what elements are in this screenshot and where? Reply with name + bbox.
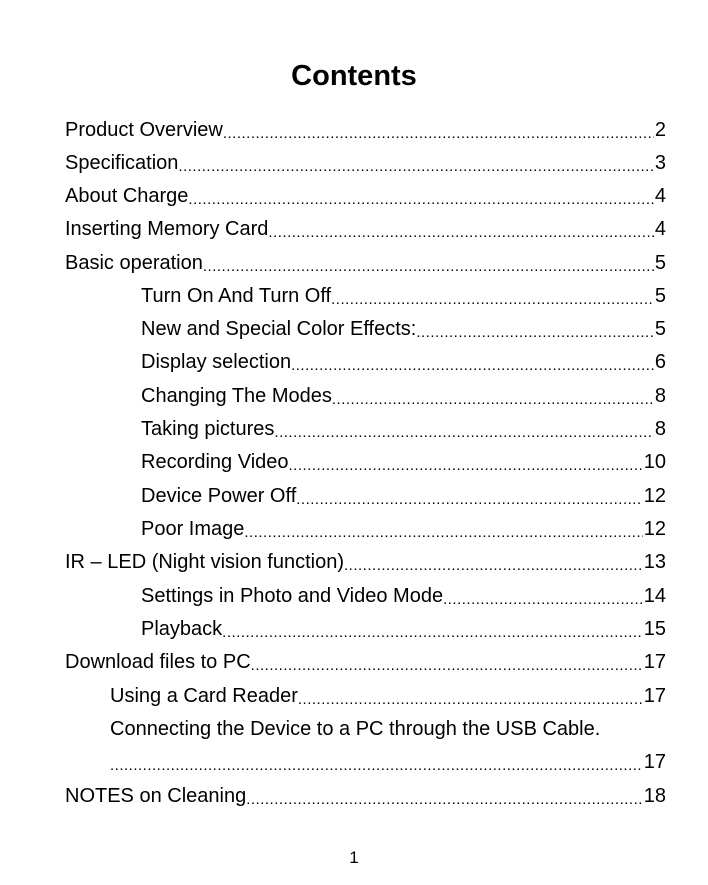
toc-entry-label: Inserting Memory Card	[65, 218, 269, 240]
toc-entry-label: About Charge	[65, 185, 189, 207]
toc-entry-label: Specification	[65, 152, 179, 174]
dot-leader	[203, 253, 654, 275]
toc-entry-label: Playback	[141, 618, 223, 640]
dot-leader	[244, 519, 642, 541]
toc-entry-page: 17	[643, 751, 666, 773]
dot-leader	[274, 419, 653, 441]
toc-entry-page: 12	[643, 518, 666, 540]
toc-entry-label: Device Power Off	[141, 485, 297, 507]
toc-entry-label: New and Special Color Effects:	[141, 318, 417, 340]
toc-entry-label: Product Overview	[65, 119, 223, 141]
dot-leader	[296, 486, 643, 508]
toc-entry-label: Poor Image	[141, 518, 245, 540]
page-number: 1	[349, 848, 359, 867]
toc-entry-ir-led[interactable]	[65, 546, 666, 579]
toc-entry-label: Settings in Photo and Video Mode	[141, 585, 444, 607]
dot-leader	[223, 120, 654, 142]
toc-entry-page: 4	[654, 218, 666, 240]
toc-entry-label: Taking pictures	[141, 418, 275, 440]
dot-leader	[188, 186, 653, 208]
toc-entry-card-reader[interactable]	[110, 680, 666, 713]
toc-entry-page: 5	[654, 285, 666, 307]
toc-entry-page: 8	[654, 418, 666, 440]
toc-entry-download-files[interactable]	[65, 646, 666, 679]
toc-entry-label: Download files to PC	[65, 651, 251, 673]
dot-leader	[268, 219, 653, 241]
toc-entry-usb-cable[interactable]	[110, 713, 672, 746]
toc-entry-page: 14	[643, 585, 666, 607]
toc-entry-inserting-memory-card[interactable]	[65, 213, 666, 246]
toc-entry-label: Changing The Modes	[141, 385, 332, 407]
toc-entry-page: 6	[654, 351, 666, 373]
dot-leader	[246, 786, 643, 808]
toc-entry-taking-pictures[interactable]	[141, 413, 666, 446]
dot-leader	[251, 652, 643, 674]
toc-entry-usb-cable-continued[interactable]	[110, 746, 666, 779]
toc-entry-device-power-off[interactable]	[141, 480, 666, 513]
toc-entry-label: Using a Card Reader	[110, 685, 298, 707]
toc-entry-page: 5	[654, 318, 666, 340]
toc-entry-notes-on-cleaning[interactable]	[65, 780, 666, 813]
toc-entry-label: Basic operation	[65, 252, 203, 274]
toc-entry-page: 4	[654, 185, 666, 207]
toc-entry-turn-on-and-turn-off[interactable]	[141, 280, 666, 313]
toc-entry-label: Display selection	[141, 351, 292, 373]
toc-entry-label: Recording Video	[141, 451, 289, 473]
toc-entry-page: 3	[654, 152, 666, 174]
toc-entry-page: 13	[643, 551, 666, 573]
toc-entry-page: 12	[643, 485, 666, 507]
toc-entry-page: 8	[654, 385, 666, 407]
toc-entry-recording-video[interactable]	[141, 446, 666, 479]
toc-entry-product-overview[interactable]	[65, 114, 666, 147]
toc-entry-label: Turn On And Turn Off	[141, 285, 332, 307]
page-title: Contents	[291, 60, 417, 92]
dot-leader	[332, 386, 654, 408]
dot-leader	[222, 619, 643, 641]
toc-entry-page: 18	[643, 785, 666, 807]
toc-entry-label: NOTES on Cleaning	[65, 785, 247, 807]
toc-entry-changing-the-modes[interactable]	[141, 380, 666, 413]
toc-entry-playback[interactable]	[141, 613, 666, 646]
toc-entry-basic-operation[interactable]	[65, 247, 666, 280]
dot-leader	[291, 352, 654, 374]
toc-entry-page: 2	[654, 119, 666, 141]
dot-leader	[298, 686, 643, 708]
toc-entry-about-charge[interactable]	[65, 180, 666, 213]
toc-entry-color-effects[interactable]	[141, 313, 666, 346]
toc-entry-specification[interactable]	[65, 147, 666, 180]
dot-leader	[443, 586, 643, 608]
dot-leader	[178, 153, 653, 175]
dot-leader	[331, 286, 654, 308]
dot-leader	[110, 752, 643, 774]
toc-entry-settings-photo-video[interactable]	[141, 580, 666, 613]
toc-entry-page: 5	[654, 252, 666, 274]
toc-entry-display-selection[interactable]	[141, 346, 666, 379]
toc-entry-page: 17	[643, 685, 666, 707]
toc-entry-page: 17	[643, 651, 666, 673]
dot-leader	[416, 319, 654, 341]
toc-entry-label: Connecting the Device to a PC through the USB Cable.	[110, 718, 601, 740]
dot-leader	[289, 452, 643, 474]
toc-entry-page: 15	[643, 618, 666, 640]
dot-leader	[344, 552, 643, 574]
toc-entry-page: 10	[643, 451, 666, 473]
toc-entry-label: IR – LED (Night vision function)	[65, 551, 345, 573]
toc-entry-poor-image[interactable]	[141, 513, 666, 546]
